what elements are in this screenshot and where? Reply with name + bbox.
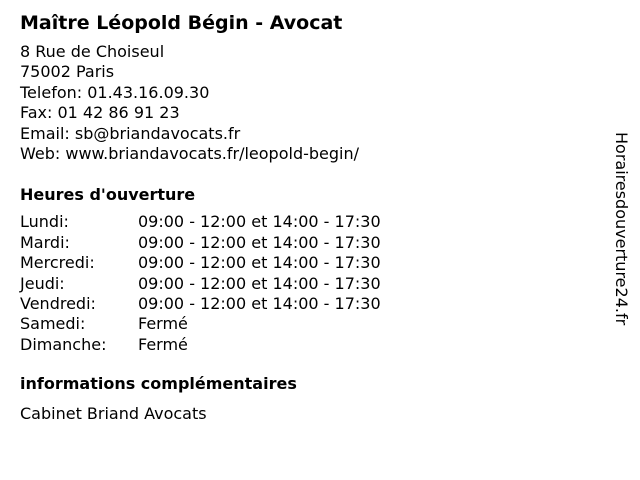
address-street: 8 Rue de Choiseul (20, 42, 165, 61)
site-watermark: Horairesdouverture24.fr (612, 132, 631, 326)
hours-row (20, 294, 600, 314)
hours-day: Vendredi: (20, 294, 96, 314)
hours-time: Fermé (138, 334, 188, 354)
info-heading: informations complémentaires (20, 374, 297, 394)
hours-time: 09:00 - 12:00 et 14:00 - 17:30 (138, 232, 381, 252)
hours-row (20, 233, 600, 253)
hours-table (20, 212, 600, 355)
hours-day: Samedi: (20, 314, 86, 334)
email-line: Email: sb@briandavocats.fr (20, 123, 241, 143)
hours-heading: Heures d'ouverture (20, 185, 196, 205)
hours-day: Mercredi: (20, 253, 95, 273)
info-text: Cabinet Briand Avocats (20, 404, 207, 424)
hours-time: 09:00 - 12:00 et 14:00 - 17:30 (138, 212, 381, 232)
hours-time: Fermé (138, 314, 188, 334)
web-line: Web: www.briandavocats.fr/leopold-begin/ (20, 144, 360, 164)
hours-row (20, 335, 600, 355)
hours-time: 09:00 - 12:00 et 14:00 - 17:30 (138, 253, 381, 273)
hours-row (20, 212, 600, 232)
business-card (20, 10, 600, 425)
phone-line: Telefon: 01.43.16.09.30 (20, 82, 210, 102)
fax-line: Fax: 01 42 86 91 23 (20, 103, 180, 123)
contact-block (20, 42, 600, 164)
hours-day: Lundi: (20, 212, 69, 232)
hours-day: Mardi: (20, 232, 70, 252)
hours-time: 09:00 - 12:00 et 14:00 - 17:30 (138, 273, 381, 293)
business-name: Maître Léopold Bégin - Avocat (20, 12, 343, 34)
hours-day: Dimanche: (20, 334, 107, 354)
hours-row (20, 253, 600, 273)
hours-row (20, 274, 600, 294)
address-city: 75002 Paris (20, 62, 115, 82)
hours-time: 09:00 - 12:00 et 14:00 - 17:30 (138, 294, 381, 314)
hours-row (20, 314, 600, 334)
hours-day: Jeudi: (20, 273, 65, 293)
